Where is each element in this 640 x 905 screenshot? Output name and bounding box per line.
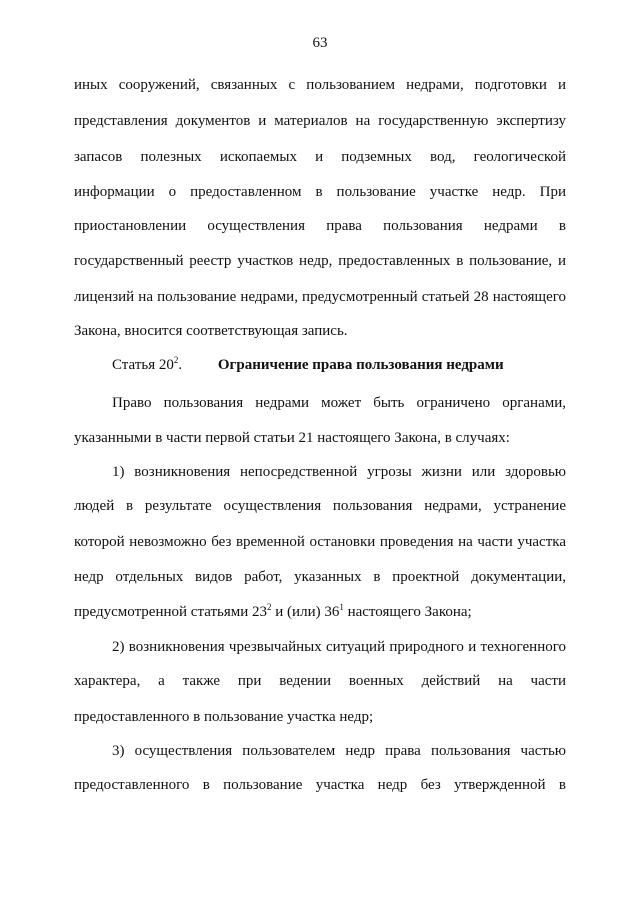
list-item-line: 3) осуществления пользователем недр права пользования частью	[112, 743, 566, 759]
list-item-line: недр отдельных видов работ, указанных в проектной документации,	[74, 569, 566, 585]
list-item-line: 1) возникновения непосредственной угрозы жизни или здоровью	[112, 464, 566, 480]
text-line: государственный реестр участков недр, предоставленных в пользование, и	[74, 253, 566, 269]
article-label-end: .	[178, 357, 183, 373]
text-line: приостановлении осуществления права пользования недрами в	[74, 218, 566, 234]
article-label-sup: 2	[173, 355, 179, 365]
list-item-line: людей в результате осуществления пользования недрами, устранение	[74, 498, 566, 514]
list-item-line: предусмотренной статьями $23^2$ и (или) $36^1$ настоящего Закона;	[74, 602, 472, 620]
text-line: Закона, вносится соответствующая запись.	[74, 323, 348, 339]
text-line: лицензий на пользование недрами, предусмотренный статьей 28 настоящего	[74, 289, 566, 305]
list-item-line: предоставленного в пользование участка недр без утвержденной в	[74, 777, 566, 793]
paragraph-line: указанными в части первой статьи 21 настоящего Закона, в случаях:	[74, 430, 510, 446]
page-number: 63	[312, 35, 328, 51]
article-title: Ограничение права пользования недрами	[217, 357, 504, 373]
text-line: информации о предоставленном в пользование участке недр. При	[74, 184, 566, 200]
article-heading	[112, 355, 504, 375]
list-item-line: которой невозможно без временной остановки проведения на части участка	[74, 534, 566, 550]
text-line: иных сооружений, связанных с пользованием недрами, подготовки и	[74, 77, 566, 93]
text-line: запасов полезных ископаемых и подземных вод, геологической	[74, 149, 566, 165]
text-line: представления документов и материалов на государственную экспертизу	[74, 113, 566, 129]
list-item-line: 2) возникновения чрезвычайных ситуаций природного и техногенного	[112, 639, 566, 655]
paragraph-line: Право пользования недрами может быть ограничено органами,	[112, 395, 566, 411]
article-label: Статья 20	[112, 357, 174, 373]
list-item-line: предоставленного в пользование участка недр;	[74, 709, 374, 725]
list-item-line: характера, а также при ведении военных действий на части	[74, 673, 566, 689]
